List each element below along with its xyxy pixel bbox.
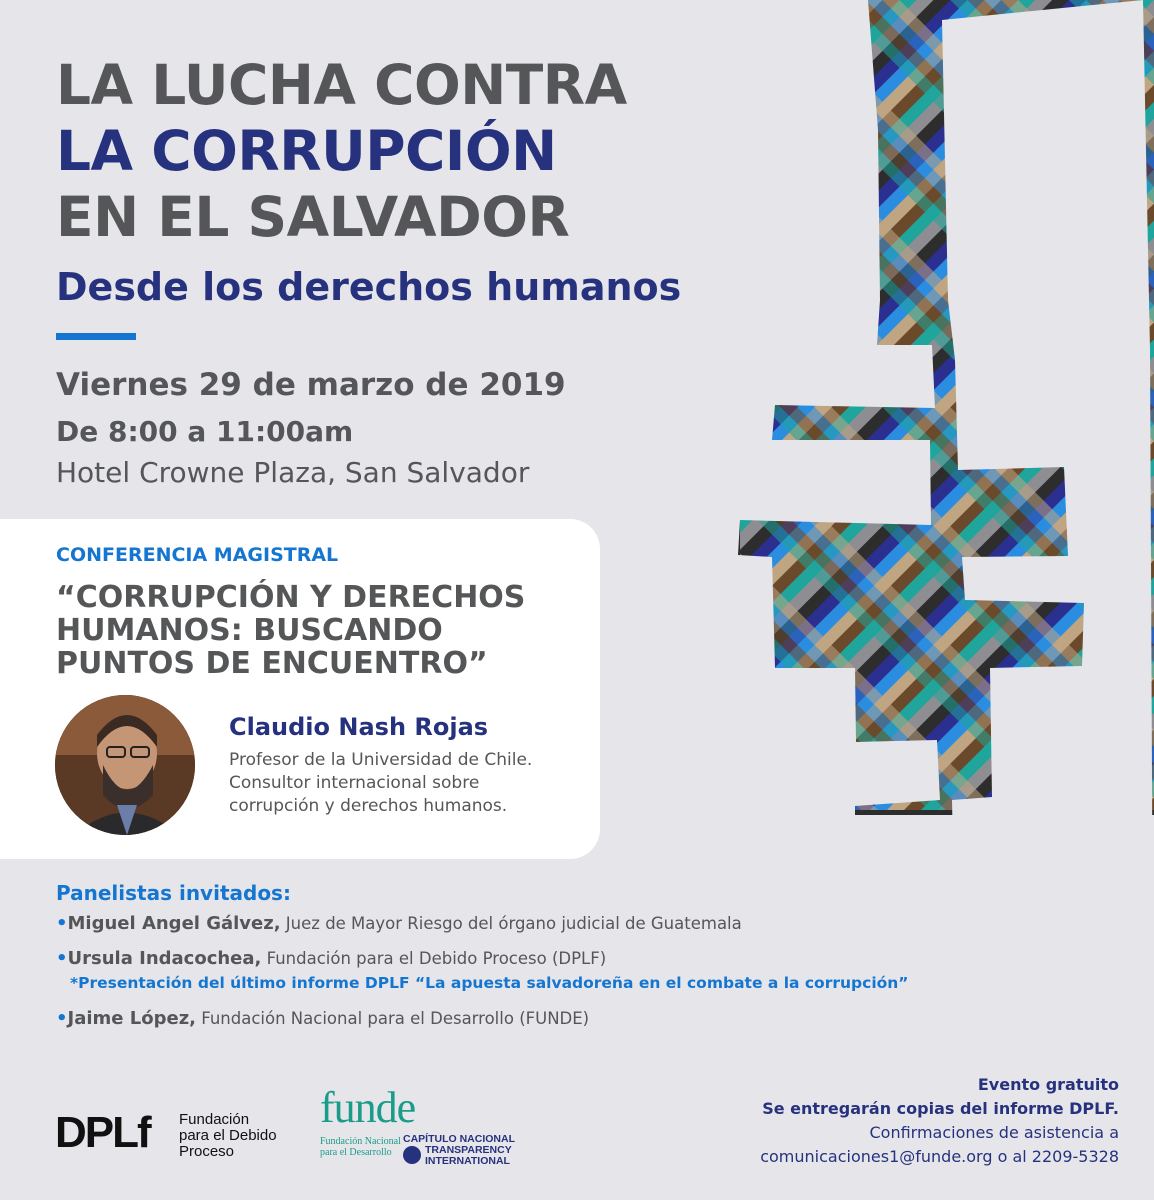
speaker-desc-line: Consultor internacional sobre [229, 773, 480, 793]
conference-title-line: PUNTOS DE ENCUENTRO” [56, 646, 488, 681]
panel-heading: Panelistas invitados: [56, 881, 291, 905]
bullet: • [56, 948, 68, 969]
accent-divider [56, 333, 136, 340]
ti-line: CAPÍTULO NACIONAL [403, 1133, 515, 1145]
event-time: De 8:00 a 11:00am [56, 415, 354, 448]
panelist-role: Fundación para el Debido Proceso (DPLF) [261, 949, 607, 968]
dplf-name-line: Proceso [179, 1143, 235, 1160]
conference-label: CONFERENCIA MAGISTRAL [56, 544, 339, 566]
panelist-name: Ursula Indacochea, [67, 948, 262, 969]
panelist-row [56, 948, 606, 969]
title-line-2: LA CORRUPCIÓN [56, 119, 557, 183]
funde-sub-line: para el Desarrollo [320, 1147, 392, 1158]
dplf-name-line: para el Debido [179, 1127, 277, 1144]
bullet: • [56, 913, 68, 934]
funde-logo [320, 1083, 416, 1158]
panelist-row [56, 1008, 589, 1029]
title-line-1: LA LUCHA CONTRA [56, 53, 627, 117]
speaker-name: Claudio Nash Rojas [229, 713, 489, 741]
speaker-desc-line: corrupción y derechos humanos. [229, 796, 508, 816]
footer-rsvp: Confirmaciones de asistencia a [869, 1123, 1119, 1142]
panelist-row [56, 913, 742, 934]
event-venue: Hotel Crowne Plaza, San Salvador [56, 456, 530, 489]
ti-line: TRANSPARENCY [425, 1144, 512, 1156]
speaker-description [229, 749, 532, 818]
conference-title-line: “CORRUPCIÓN Y DERECHOS [56, 580, 526, 615]
panelist-name: Jaime López, [67, 1008, 197, 1029]
conference-title-line: HUMANOS: BUSCANDO [56, 613, 443, 648]
footer-free-event: Evento gratuito [977, 1075, 1119, 1094]
footer-info [760, 1073, 1119, 1169]
globe-icon [403, 1146, 421, 1164]
funde-sub-line: Fundación Nacional [320, 1136, 401, 1147]
panelist-role: Juez de Mayor Riesgo del órgano judicial de Guatemala [280, 914, 742, 933]
title-line-3: EN EL SALVADOR [56, 185, 570, 249]
dplf-wordmark: DPLf [55, 1108, 150, 1157]
panelist-role: Fundación Nacional para el Desarrollo (FUNDE) [196, 1009, 590, 1028]
footer-copies: Se entregarán copias del informe DPLF. [762, 1099, 1119, 1118]
dplf-name-line: Fundación [179, 1111, 250, 1128]
event-date: Viernes 29 de marzo de 2019 [56, 367, 566, 403]
subtitle: Desde los derechos humanos [56, 265, 682, 309]
panelist-name: Miguel Angel Gálvez, [67, 913, 281, 934]
conference-title [56, 581, 525, 680]
dplf-name [179, 1112, 277, 1160]
funde-wordmark: funde [320, 1083, 416, 1132]
panel-note: *Presentación del último informe DPLF “La apuesta salvadoreña en el combate a la corrupción” [70, 974, 909, 992]
ti-line: INTERNATIONAL [425, 1155, 510, 1167]
speaker-desc-line: Profesor de la Universidad de Chile. [229, 750, 533, 770]
bullet: • [56, 1008, 68, 1029]
transparency-international-logo [403, 1134, 515, 1167]
footer-contact: comunicaciones1@funde.org o al 2209-5328 [760, 1147, 1119, 1166]
speaker-photo [55, 695, 195, 835]
